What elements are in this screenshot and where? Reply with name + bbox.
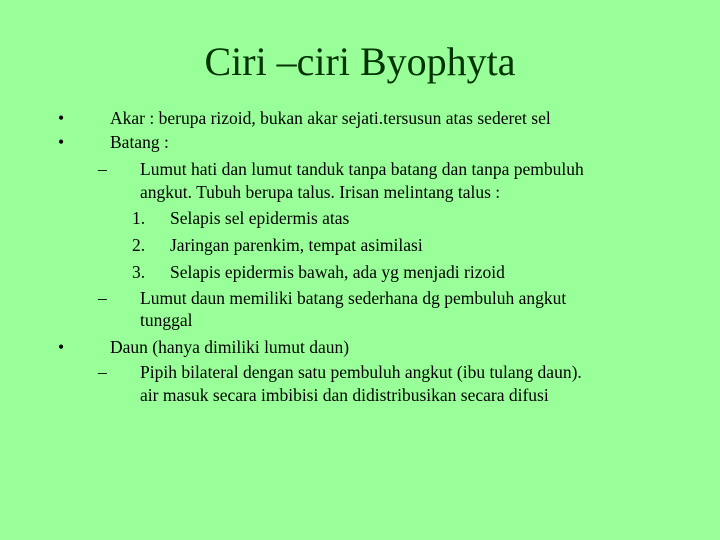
sub-item-lumut-daun-line-1: Lumut daun memiliki batang sederhana dg pembuluh angkut <box>140 288 567 308</box>
sub-item-lumut-hati-line-2: angkut. Tubuh berupa talus. Irisan melintang talus : <box>140 182 501 202</box>
bullet-marker: • <box>58 108 65 128</box>
sub-item-lumut-hati-line-1: Lumut hati dan lumut tanduk tanpa batang dan tanpa pembuluh <box>140 159 584 179</box>
bullet-marker: • <box>58 337 65 357</box>
numbered-item-number: 3. <box>132 262 146 282</box>
numbered-item-text: Selapis epidermis bawah, ada yg menjadi rizoid <box>170 262 505 282</box>
bullet-marker: • <box>58 132 65 152</box>
bullet-batang: Batang : <box>110 132 169 152</box>
dash-marker: – <box>98 288 107 308</box>
dash-marker: – <box>98 362 107 382</box>
bullet-akar: Akar : berupa rizoid, bukan akar sejati.tersusun atas sederet sel <box>110 108 551 128</box>
numbered-item-text: Jaringan parenkim, tempat asimilasi <box>170 235 423 255</box>
dash-marker: – <box>98 159 107 179</box>
numbered-item-text: Selapis sel epidermis atas <box>170 208 350 228</box>
bullet-daun: Daun (hanya dimiliki lumut daun) <box>110 337 350 357</box>
sub-item-lumut-daun-line-2: tunggal <box>140 310 193 330</box>
numbered-item-number: 2. <box>132 235 146 255</box>
sub-item-pipih-line-2: air masuk secara imbibisi dan didistribusikan secara difusi <box>140 385 549 405</box>
numbered-item-number: 1. <box>132 208 146 228</box>
slide-title: Ciri –ciri Byophyta <box>204 39 516 84</box>
sub-item-pipih-line-1: Pipih bilateral dengan satu pembuluh angkut (ibu tulang daun). <box>140 362 582 382</box>
